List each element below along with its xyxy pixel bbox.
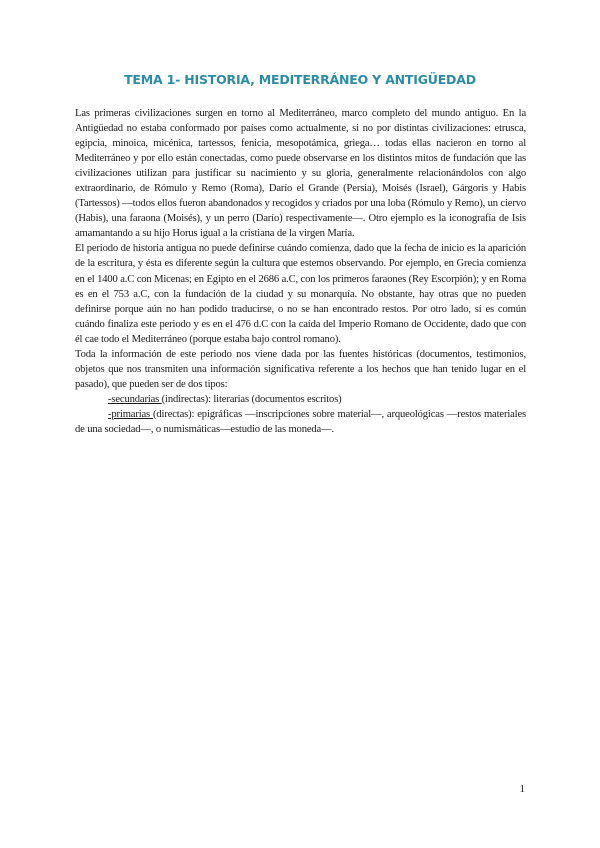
primary-sources-label: -primarias [108, 408, 153, 420]
paragraph-period: El periodo de historia antigua no puede definirse cuándo comienza, dado que la fecha de inicio es la aparición de la escritura, y ésta es diferente según la cultura que estemos observando. Por ejemplo, en Grecia comienza en el 1400 a.C con Micenas; en Egipto en el 2686 a.C, con los primeros faraones (Rey Escorpión); y en Roma es en el 753 a.C, con la fundación de la ciudad y su monarquía. No obstante, hay otras que no pueden definirse porque aún no han podido traducirse, o no se han encontrado restos. Por otro lado, sí es común cuándo finaliza este periodo y es en el 476 d.C con la caída del Imperio Romano de Occidente, dado que con él cae todo el Mediterráneo (porque estaba bajo control romano). [75, 243, 526, 345]
list-item-secondary-sources [75, 392, 526, 407]
paragraph-sources: Toda la información de este periodo nos viene dada por las fuentes históricas (documentos, testimonios, objetos que nos transmiten una información significativa referente a los hechos que han tenido lugar en el pasado), que pueden ser de dos tipos: [75, 348, 526, 390]
secondary-sources-text: (indirectas): literarias (documentos escritos) [161, 393, 342, 405]
page-number: 1 [519, 783, 525, 795]
paragraph-civilizations: Las primeras civilizaciones surgen en torno al Mediterráneo, marco completo del mundo antiguo. En la Antigüedad no estaba conformado por países como actualmente, si no por distintas civilizaciones: etrusca, egipcia, minoica, micénica, tartessos, fenicia, mesopotámica, griega… todas ellas nacieron en torno al Mediterráneo y por ello están conectadas, como puede observarse en los distintos mitos de fundación que las civilizaciones utilizan para justificar su nacimiento y su gloria, generalmente relacionándolos con algo extraordinario, de Rómulo y Remo (Roma), Darío el Grande (Persia), Moisés (Israel), Gárgoris y Habis (Tartessos) —todos ellos fueron abandonados y recogidos y criados por una loba (Rómulo y Remo), un ciervo (Habis), una faraona (Moisés), y un perro (Darío) respectivamente—. Otro ejemplo es la iconografía de Isis amamantando a su hijo Horus igual a la cristiana de la virgen María. [75, 108, 527, 240]
page-title: TEMA 1- HISTORIA, MEDITERRÁNEO Y ANTIGÜEDAD [124, 72, 476, 87]
document-body [75, 106, 526, 437]
primary-sources-text: (directas): epigráficas —inscripciones sobre material—, arqueológicas —restos materiales de una sociedad—, o numismáticas—estudio de las moneda—. [75, 408, 526, 435]
secondary-sources-label: -secundarias [108, 393, 162, 405]
list-item-primary-sources [75, 407, 526, 437]
